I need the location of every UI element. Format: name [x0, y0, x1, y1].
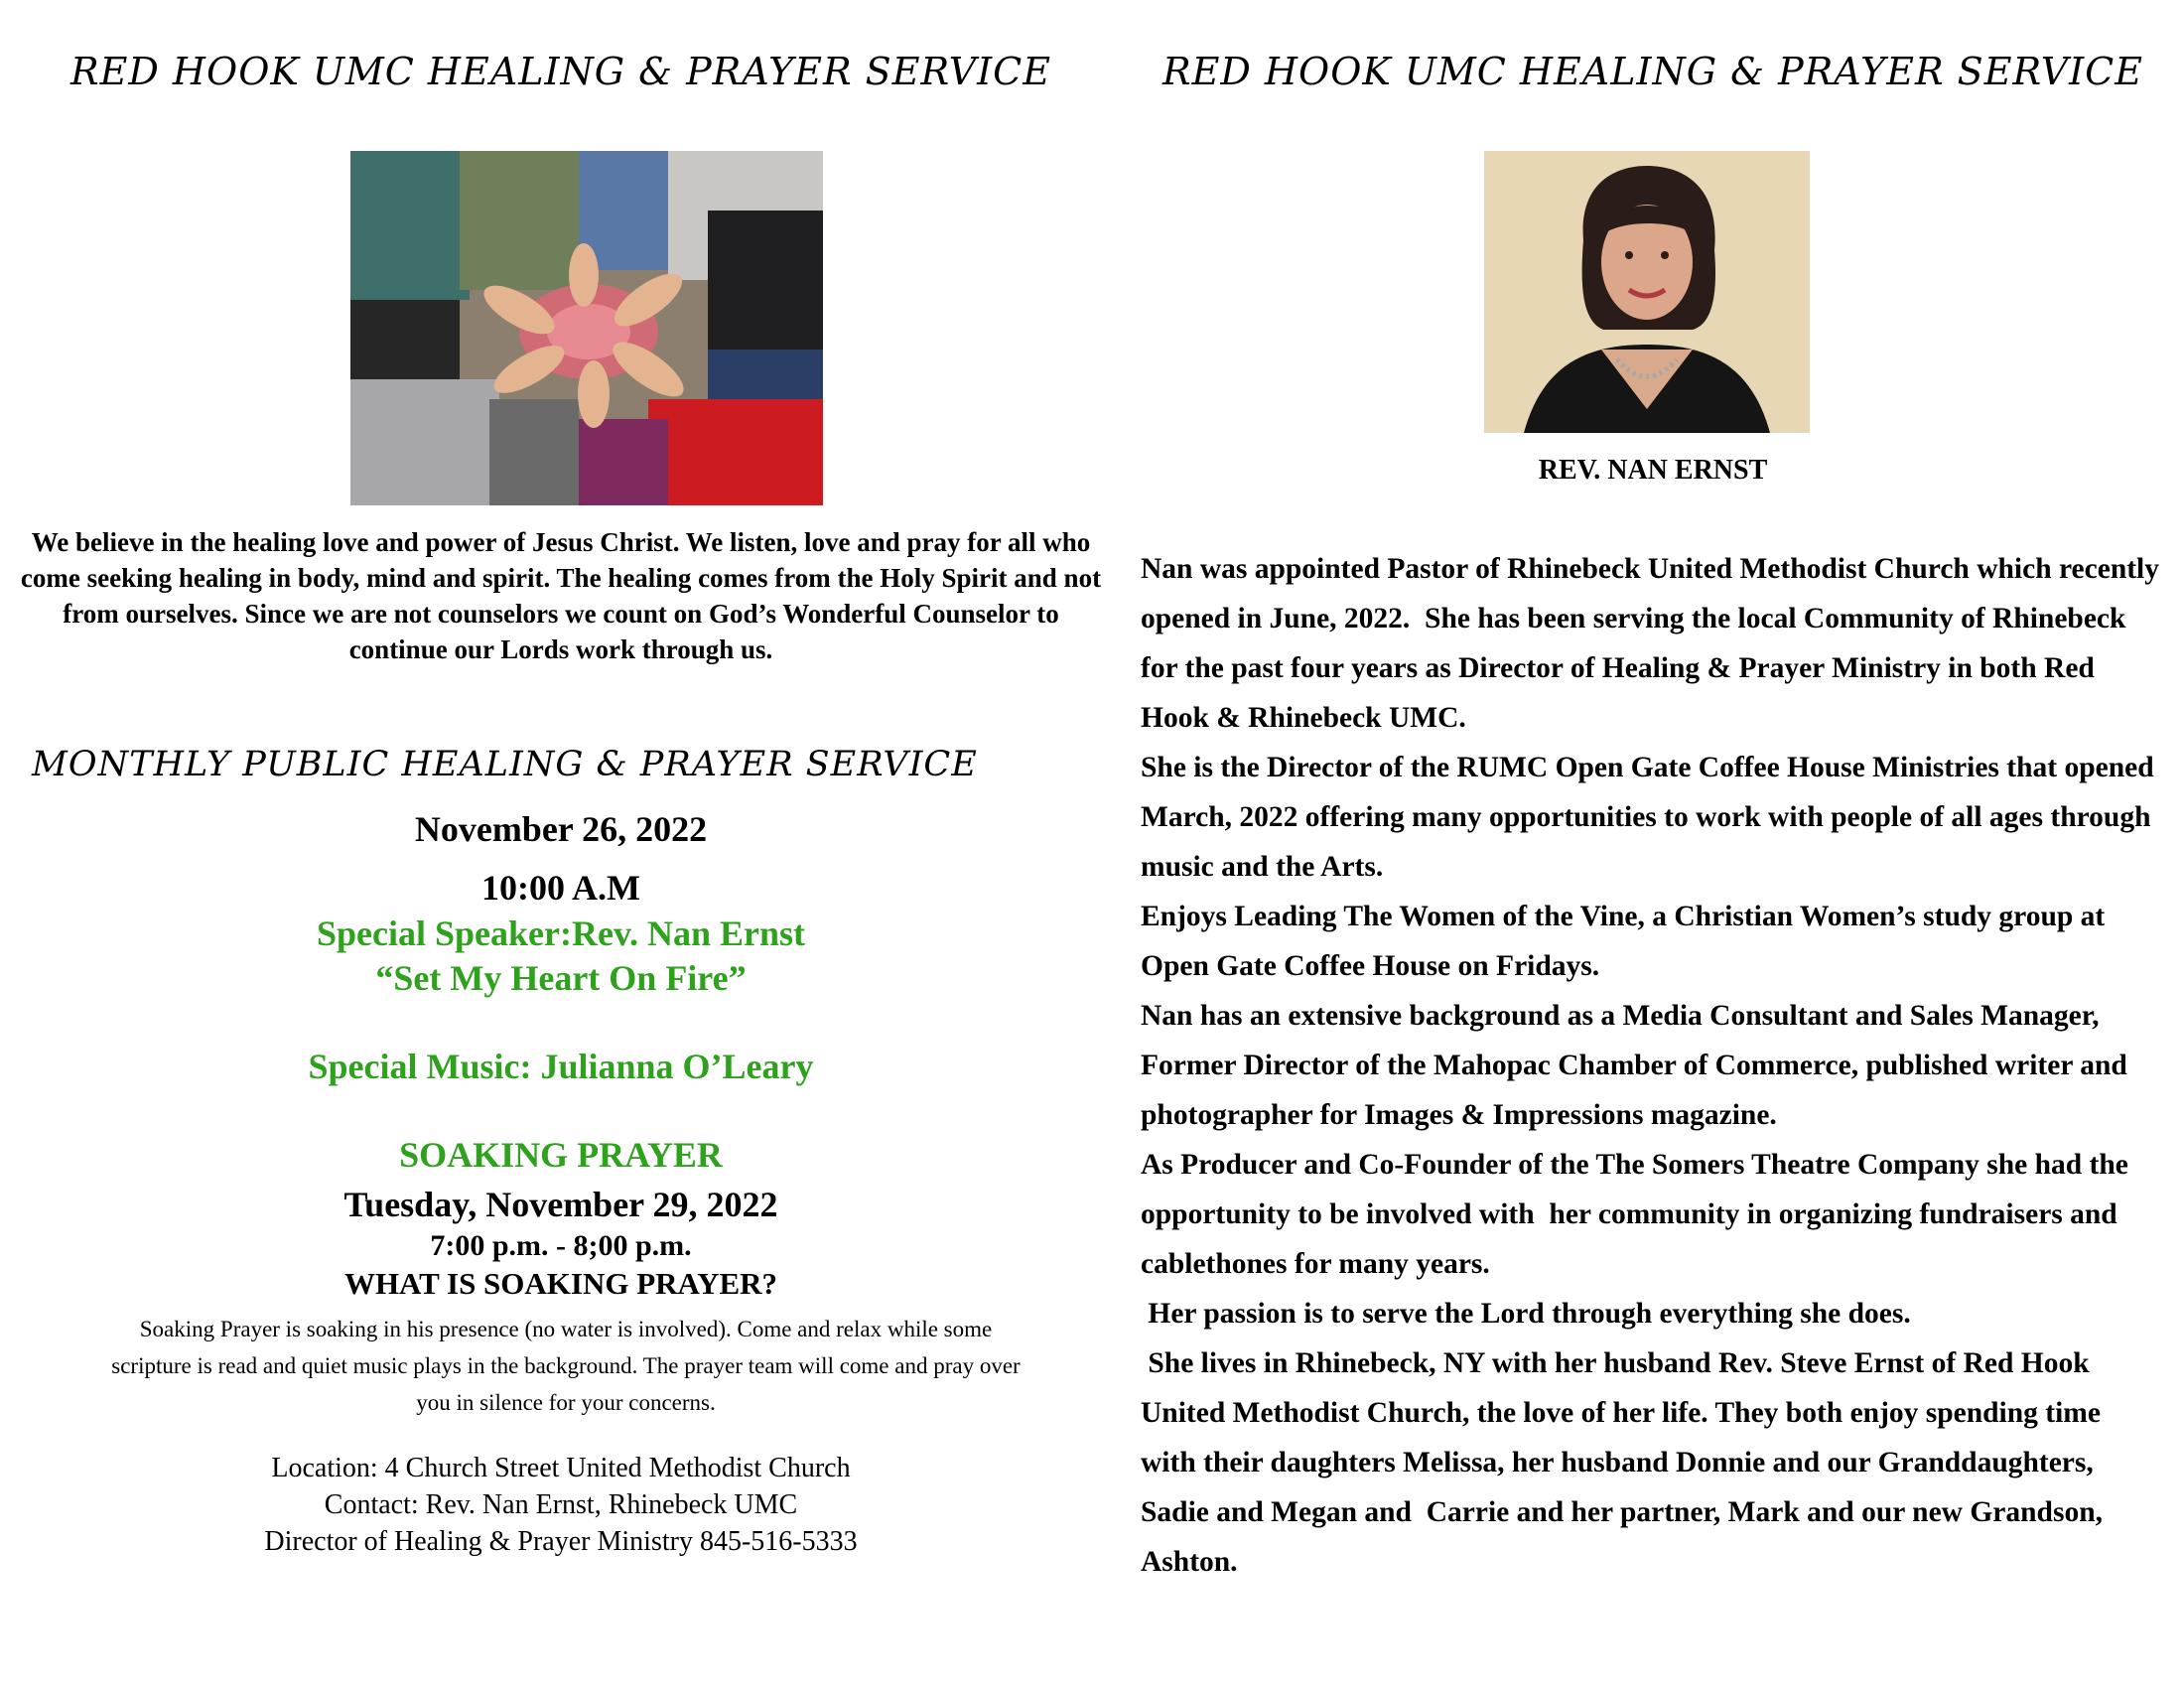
- sermon-title: “Set My Heart On Fire”: [375, 958, 747, 998]
- bio-paragraph: Nan has an extensive background as a Media Consultant and Sales Manager, Former Director of the Mahopac Chamber of Commerce, published writer and photographer for Images & Impressions magazine.: [1141, 1000, 2135, 1131]
- pastor-name-caption: REV. NAN ERNST: [1538, 455, 1768, 486]
- monthly-service-title: MONTHLY PUBLIC HEALING & PRAYER SERVICE: [32, 745, 978, 784]
- right-header: RED HOOK UMC HEALING & PRAYER SERVICE: [1162, 50, 2143, 93]
- bio-paragraph: Her passion is to serve the Lord through everything she does.: [1141, 1298, 1911, 1330]
- soaking-date: Tuesday, November 29, 2022: [343, 1185, 778, 1224]
- right-panel: [1122, 0, 2184, 1688]
- bio-paragraph: As Producer and Co-Founder of the The Somers Theatre Company she had the opportunity to be involved with her community in organizing fundraisers and cablethones for many years.: [1141, 1149, 2136, 1280]
- contact-line: Contact: Rev. Nan Ernst, Rhinebeck UMC: [324, 1489, 798, 1520]
- pastor-portrait-photo: [1484, 151, 1810, 433]
- service-time: 10:00 A.M: [481, 868, 640, 908]
- hands-together-photo: [350, 151, 823, 505]
- bio-paragraph: She is the Director of the RUMC Open Gate Coffee House Ministries that opened March, 2022 offering many opportunities to work with people of all ages through music and the Arts.: [1141, 752, 2161, 883]
- soaking-time: 7:00 p.m. - 8;00 p.m.: [430, 1229, 692, 1262]
- special-speaker: Special Speaker:Rev. Nan Ernst: [316, 914, 805, 953]
- biography: [1141, 544, 2167, 1587]
- bio-paragraph: She lives in Rhinebeck, NY with her husband Rev. Steve Ernst of Red Hook United Methodist Church, the love of her life. They both enjoy spending time with their daughters Melissa, her husband Donnie and our Granddaughters, Sadie and Megan and Carrie and her partner, Mark and our new Grandson, Ashton.: [1141, 1347, 2109, 1578]
- lead-paragraph: We believe in the healing love and power of Jesus Christ. We listen, love and pray for all who come seeking healing in body, mind and spirit. The healing comes from the Holy Spirit and not from ourselves. Since we are not counselors we count on God’s Wonderful Counselor to continue our Lords work through us.: [20, 527, 1102, 664]
- special-music: Special Music: Julianna O’Leary: [308, 1047, 814, 1086]
- location-line: Location: 4 Church Street United Methodist Church: [271, 1453, 851, 1483]
- what-is-soaking-heading: WHAT IS SOAKING PRAYER?: [343, 1266, 778, 1301]
- contact-block: [0, 1450, 1122, 1560]
- bio-paragraph: Nan was appointed Pastor of Rhinebeck United Methodist Church which recently opened in June, 2022. She has been serving the local Community of Rhinebeck for the past four years as Director of Healing & Prayer Ministry in both Red Hook & Rhinebeck UMC.: [1141, 553, 2167, 734]
- left-header: RED HOOK UMC HEALING & PRAYER SERVICE: [70, 50, 1051, 93]
- soaking-description: Soaking Prayer is soaking in his presence (no water is involved). Come and relax while some scripture is read and quiet music plays in the background. The prayer team will come and pray over you in silence for your concerns.: [111, 1317, 1021, 1415]
- service-date: November 26, 2022: [414, 809, 708, 849]
- director-line: Director of Healing & Prayer Ministry 845-516-5333: [264, 1526, 858, 1557]
- bio-paragraph: Enjoys Leading The Women of the Vine, a Christian Women’s study group at Open Gate Coffee House on Fridays.: [1141, 901, 2113, 982]
- soaking-prayer-heading: SOAKING PRAYER: [399, 1135, 723, 1175]
